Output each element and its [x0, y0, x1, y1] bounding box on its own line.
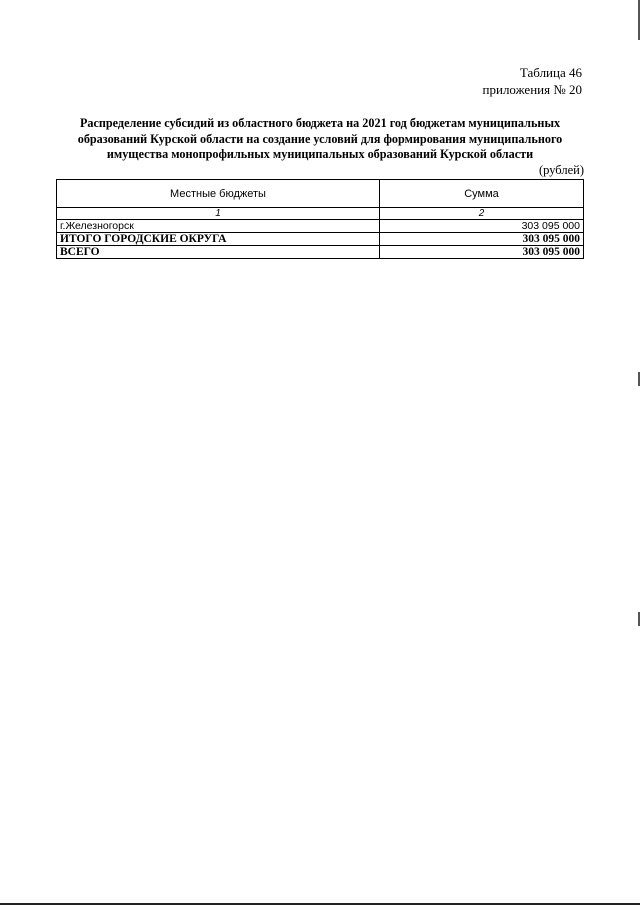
title-line-2: образований Курской области на создание условий для формирования муниципального: [77, 131, 563, 146]
table-number: Таблица 46: [519, 65, 582, 80]
row-name: ИТОГО ГОРОДСКИЕ ОКРУГА: [57, 233, 380, 246]
appendix-reference: приложения № 20: [482, 82, 582, 97]
header-local-budgets: Местные бюджеты: [57, 180, 380, 208]
document-title: [60, 116, 580, 163]
column-index-row: [57, 208, 584, 220]
row-amount: 303 095 000: [380, 220, 584, 233]
budget-table: [56, 179, 584, 259]
column-index-1: 1: [57, 208, 380, 220]
table-row-subtotal: [57, 233, 584, 246]
table-reference: [483, 64, 582, 98]
title-line-1: Распределение субсидий из областного бюджета на 2021 год бюджетам муниципальных: [79, 116, 561, 130]
row-name: ВСЕГО: [57, 246, 380, 259]
row-amount: 303 095 000: [380, 246, 584, 259]
units-label: (рублей): [538, 163, 584, 177]
table-row: [57, 220, 584, 233]
column-index-2: 2: [380, 208, 584, 220]
table-header-row: [57, 180, 584, 208]
row-amount: 303 095 000: [380, 233, 584, 246]
header-amount: Сумма: [380, 180, 584, 208]
table-row-total: [57, 246, 584, 259]
title-line-3: имущества монопрофильных муниципальных образований Курской области: [106, 147, 534, 161]
row-name: г.Железногорск: [57, 220, 380, 233]
